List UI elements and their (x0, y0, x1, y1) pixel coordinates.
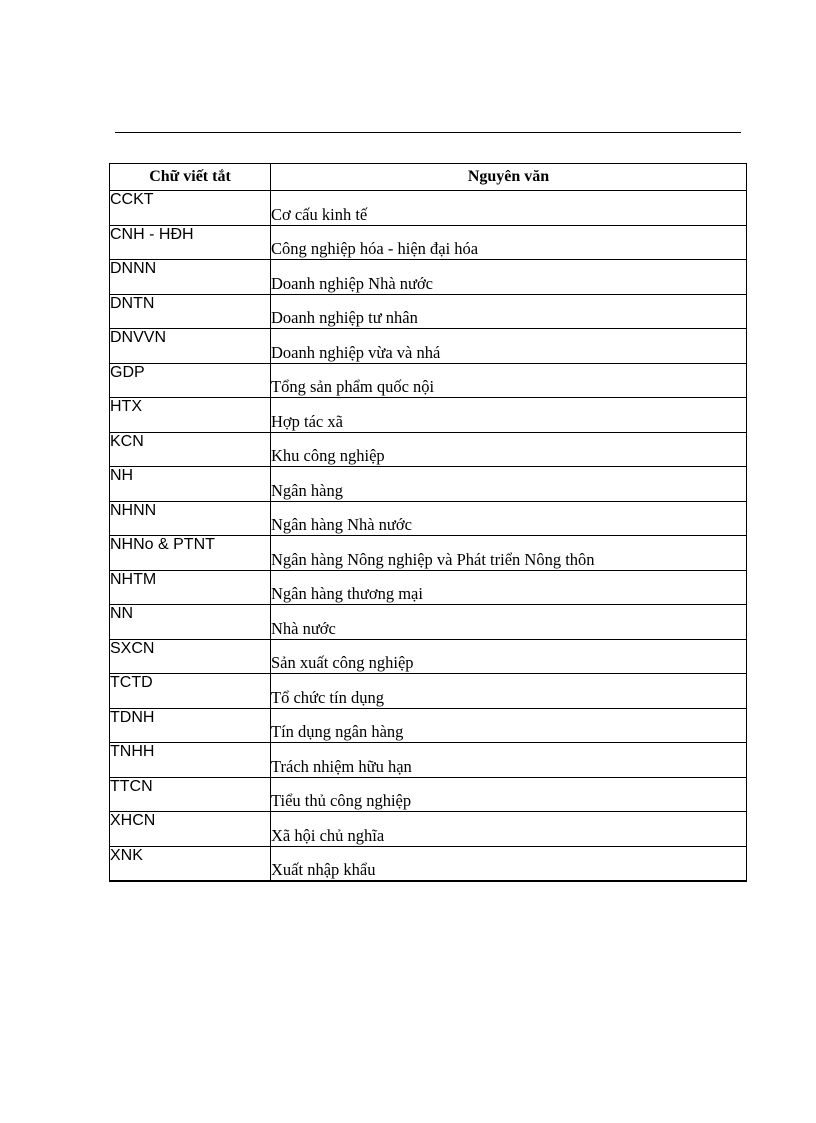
full-text-cell: Trách nhiệm hữu hạn (271, 743, 747, 778)
table-row (110, 363, 747, 398)
abbreviation-cell: DNNN (110, 260, 271, 295)
table-row (110, 605, 747, 640)
full-text-cell: Doanh nghiệp vừa và nhá (271, 329, 747, 364)
table-row (110, 225, 747, 260)
table-row (110, 467, 747, 502)
table-row (110, 398, 747, 433)
header-rule (115, 132, 741, 133)
full-text-cell: Cơ cấu kinh tế (271, 191, 747, 226)
abbreviation-cell: TNHH (110, 743, 271, 778)
full-text-cell: Tổ chức tín dụng (271, 674, 747, 709)
full-text-cell: Doanh nghiệp Nhà nước (271, 260, 747, 295)
abbreviation-cell: NHNN (110, 501, 271, 536)
table-row (110, 812, 747, 847)
table-row (110, 708, 747, 743)
abbreviation-cell: NHNo & PTNT (110, 536, 271, 571)
full-text-cell: Doanh nghiệp tư nhân (271, 294, 747, 329)
table-row (110, 536, 747, 571)
abbreviation-table (109, 163, 747, 882)
full-text-cell: Nhà nước (271, 605, 747, 640)
full-text-cell: Tín dụng ngân hàng (271, 708, 747, 743)
table-row (110, 329, 747, 364)
full-text-cell: Khu công nghiệp (271, 432, 747, 467)
abbreviation-cell: KCN (110, 432, 271, 467)
full-text-cell: Ngân hàng (271, 467, 747, 502)
table-row (110, 294, 747, 329)
full-text-cell: Tổng sản phẩm quốc nội (271, 363, 747, 398)
full-text-cell: Ngân hàng thương mại (271, 570, 747, 605)
table-row (110, 846, 747, 881)
abbreviation-cell: NHTM (110, 570, 271, 605)
column-header-abbreviation: Chữ viết tắt (110, 164, 271, 191)
full-text-cell: Công nghiệp hóa - hiện đại hóa (271, 225, 747, 260)
full-text-cell: Ngân hàng Nông nghiệp và Phát triển Nông thôn (271, 536, 747, 571)
full-text-cell: Ngân hàng Nhà nước (271, 501, 747, 536)
table-row (110, 260, 747, 295)
abbreviation-cell: TCTD (110, 674, 271, 709)
abbreviation-cell: XNK (110, 846, 271, 881)
abbreviation-cell: XHCN (110, 812, 271, 847)
abbreviation-cell: NH (110, 467, 271, 502)
table-row (110, 777, 747, 812)
table-body (110, 191, 747, 881)
abbreviation-cell: CNH - HĐH (110, 225, 271, 260)
full-text-cell: Tiểu thủ công nghiệp (271, 777, 747, 812)
column-header-full-text: Nguyên văn (271, 164, 747, 191)
full-text-cell: Hợp tác xã (271, 398, 747, 433)
abbreviation-cell: CCKT (110, 191, 271, 226)
table-row (110, 501, 747, 536)
table-row (110, 570, 747, 605)
abbreviation-cell: HTX (110, 398, 271, 433)
full-text-cell: Xã hội chủ nghĩa (271, 812, 747, 847)
abbreviation-cell: NN (110, 605, 271, 640)
abbreviation-cell: TDNH (110, 708, 271, 743)
full-text-cell: Xuất nhập khẩu (271, 846, 747, 881)
abbreviation-cell: DNVVN (110, 329, 271, 364)
table-row (110, 674, 747, 709)
table-row (110, 639, 747, 674)
table-header-row (110, 164, 747, 191)
table-row (110, 432, 747, 467)
abbreviation-cell: SXCN (110, 639, 271, 674)
abbreviation-cell: DNTN (110, 294, 271, 329)
abbreviation-cell: TTCN (110, 777, 271, 812)
table-row (110, 191, 747, 226)
abbreviation-cell: GDP (110, 363, 271, 398)
table-row (110, 743, 747, 778)
full-text-cell: Sản xuất công nghiệp (271, 639, 747, 674)
